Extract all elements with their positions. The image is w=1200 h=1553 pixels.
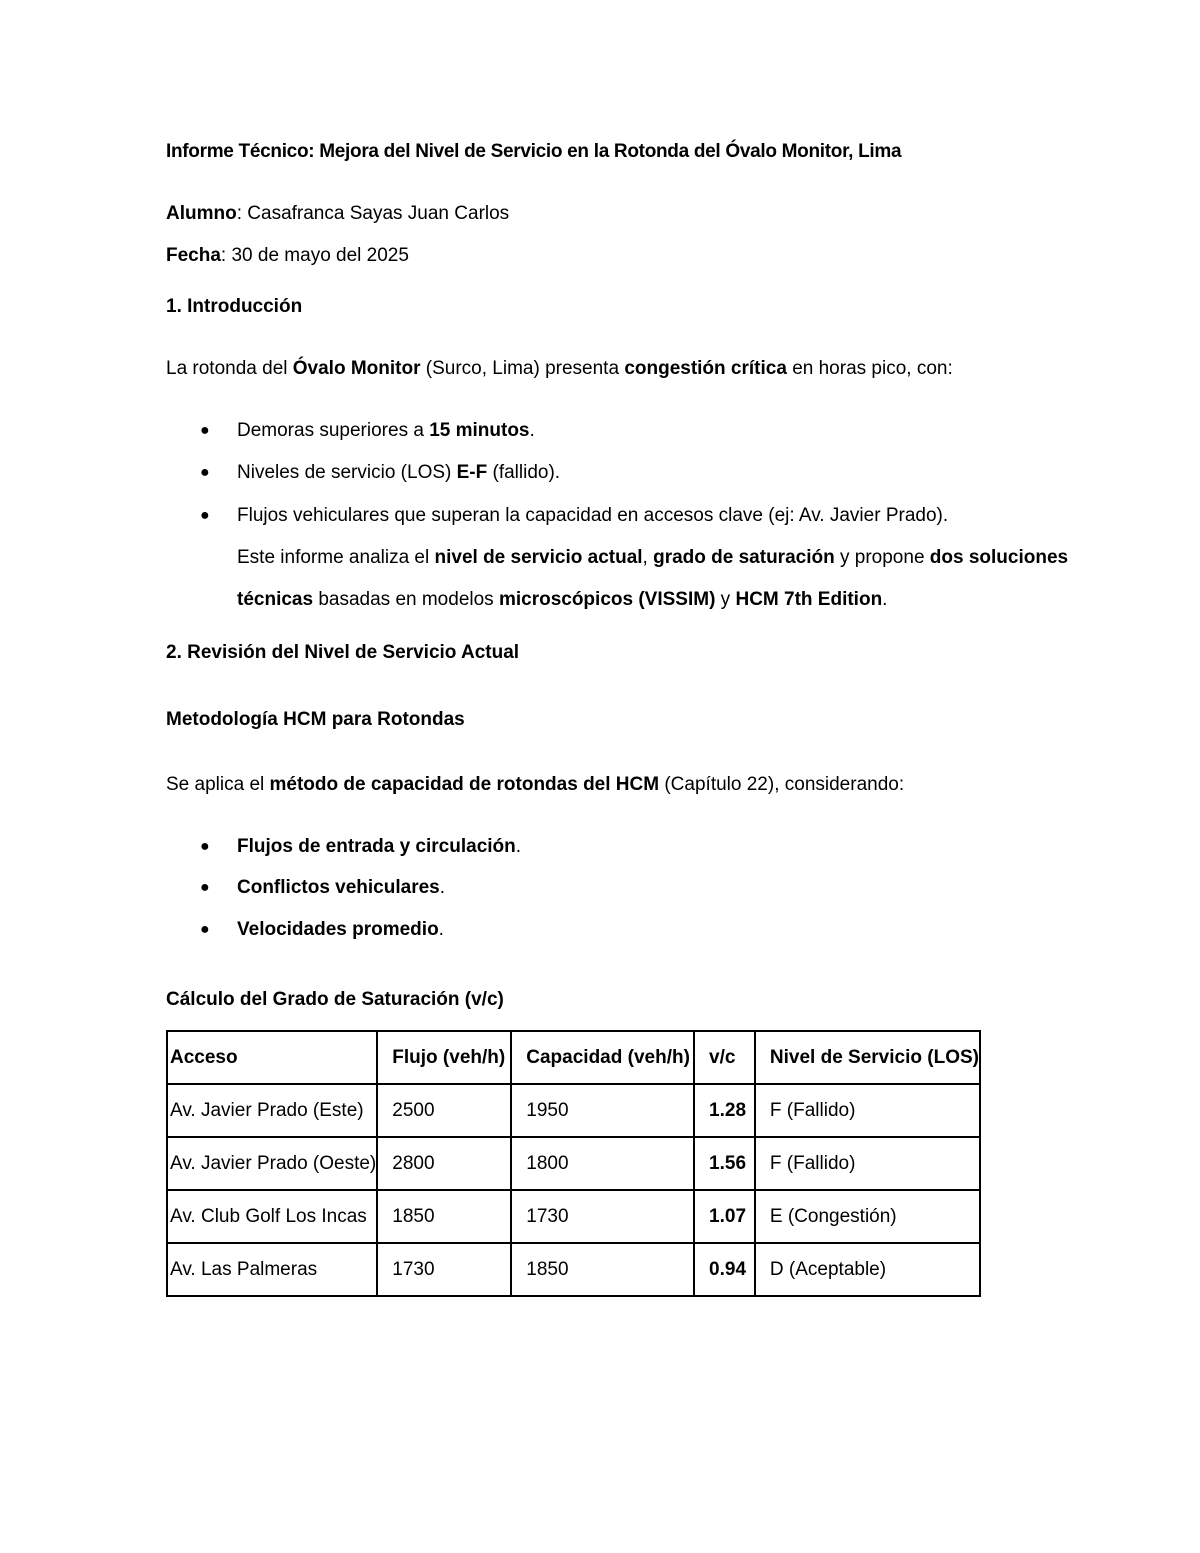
table-cell: F (Fallido) [755, 1084, 980, 1137]
table-cell-vc: 0.94 [694, 1243, 755, 1296]
list-item-text: . [529, 420, 535, 441]
table-header-cell: Flujo (veh/h) [377, 1031, 511, 1084]
summary-bold: HCM 7th Edition [735, 589, 883, 610]
table-cell: 1850 [511, 1243, 694, 1296]
list-item [237, 919, 444, 941]
list-item-text: . [439, 877, 446, 898]
intro-text-c: (Surco, Lima) presenta [420, 358, 625, 379]
table-cell: 1850 [377, 1190, 511, 1243]
list-item [237, 420, 535, 442]
method-text-c: (Capítulo 22), considerando: [659, 774, 905, 795]
method-text-a: Se aplica el [166, 774, 270, 795]
summary-bold: grado de saturación [653, 547, 835, 568]
methodology-subheading: Metodología HCM para Rotondas [166, 709, 465, 730]
date-value: : 30 de mayo del 2025 [220, 245, 409, 266]
intro-text-b: Óvalo Monitor [292, 358, 421, 379]
summary-bold: dos soluciones [929, 547, 1069, 568]
student-name: : Casafranca Sayas Juan Carlos [236, 203, 510, 224]
saturation-table [166, 1030, 981, 1297]
table-cell: E (Congestión) [755, 1190, 980, 1243]
table-header-cell: Acceso [167, 1031, 377, 1084]
list-item [237, 505, 948, 527]
table-header-cell: Capacidad (veh/h) [511, 1031, 694, 1084]
date-label: Fecha [166, 245, 221, 266]
date-line [166, 245, 409, 267]
list-item-text: Demoras superiores a [237, 420, 430, 441]
summary-text: Este informe analiza el [237, 547, 435, 568]
list-item-bold: Conflictos vehiculares [237, 877, 440, 898]
table-cell: 1730 [511, 1190, 694, 1243]
table-cell: 1730 [377, 1243, 511, 1296]
method-text-b: método de capacidad de rotondas del HCM [269, 774, 660, 795]
intro-text-d: congestión crítica [624, 358, 787, 379]
summary-line-2 [237, 589, 887, 611]
bullet-icon: ● [200, 838, 210, 855]
table-header-cell: v/c [694, 1031, 755, 1084]
list-item-bold: Velocidades promedio [237, 919, 439, 940]
table-cell: 1800 [511, 1137, 694, 1190]
table-cell: Av. Javier Prado (Este) [167, 1084, 377, 1137]
list-item-text: Niveles de servicio (LOS) [237, 462, 457, 483]
summary-text: . [882, 589, 888, 610]
list-item [237, 462, 560, 484]
summary-text: , [642, 547, 654, 568]
summary-text: y propone [834, 547, 930, 568]
list-item-text: (fallido). [487, 462, 561, 483]
list-item-bold: 15 minutos [429, 420, 530, 441]
document-title: Informe Técnico: Mejora del Nivel de Servicio en la Rotonda del Óvalo Monitor, Lima [166, 141, 902, 162]
student-label: Alumno [166, 203, 237, 224]
summary-line-1 [237, 547, 1068, 569]
method-paragraph [166, 774, 904, 796]
bullet-icon: ● [200, 879, 210, 896]
table-cell: Av. Javier Prado (Oeste) [167, 1137, 377, 1190]
section-1-heading: 1. Introducción [166, 296, 303, 317]
summary-bold: técnicas [237, 589, 314, 610]
bullet-icon: ● [200, 422, 210, 439]
summary-text: y [715, 589, 736, 610]
bullet-icon: ● [200, 921, 210, 938]
table-row [167, 1243, 980, 1296]
bullet-icon: ● [200, 507, 210, 524]
table-row [167, 1190, 980, 1243]
list-item [237, 877, 445, 899]
table-cell: F (Fallido) [755, 1137, 980, 1190]
list-item-text: . [438, 919, 444, 940]
table-cell: 1950 [511, 1084, 694, 1137]
table-header-row [167, 1031, 980, 1084]
saturation-subheading: Cálculo del Grado de Saturación (v/c) [166, 989, 504, 1010]
table-header-cell: Nivel de Servicio (LOS) [755, 1031, 980, 1084]
intro-paragraph [166, 358, 953, 380]
table-cell-vc: 1.07 [694, 1190, 755, 1243]
summary-text: basadas en modelos [313, 589, 499, 610]
intro-text-a: La rotonda del [166, 358, 293, 379]
list-item-bold: E-F [456, 462, 488, 483]
intro-text-e: en horas pico, con: [786, 358, 953, 379]
summary-bold: microscópicos (VISSIM) [498, 589, 716, 610]
table-cell: Av. Club Golf Los Incas [167, 1190, 377, 1243]
table-cell-vc: 1.28 [694, 1084, 755, 1137]
bullet-icon: ● [200, 464, 210, 481]
table-cell: 2500 [377, 1084, 511, 1137]
list-item-text: . [515, 836, 522, 857]
table-cell: Av. Las Palmeras [167, 1243, 377, 1296]
table-row [167, 1137, 980, 1190]
list-item-text: Flujos vehiculares que superan la capacidad en accesos clave (ej: Av. Javier Prado). [237, 505, 949, 526]
student-line [166, 203, 509, 225]
list-item [237, 836, 521, 858]
table-cell-vc: 1.56 [694, 1137, 755, 1190]
section-2-heading: 2. Revisión del Nivel de Servicio Actual [166, 642, 520, 663]
summary-bold: nivel de servicio actual [434, 547, 643, 568]
table-row [167, 1084, 980, 1137]
list-item-bold: Flujos de entrada y circulación [237, 836, 516, 857]
table-cell: D (Aceptable) [755, 1243, 980, 1296]
table-cell: 2800 [377, 1137, 511, 1190]
